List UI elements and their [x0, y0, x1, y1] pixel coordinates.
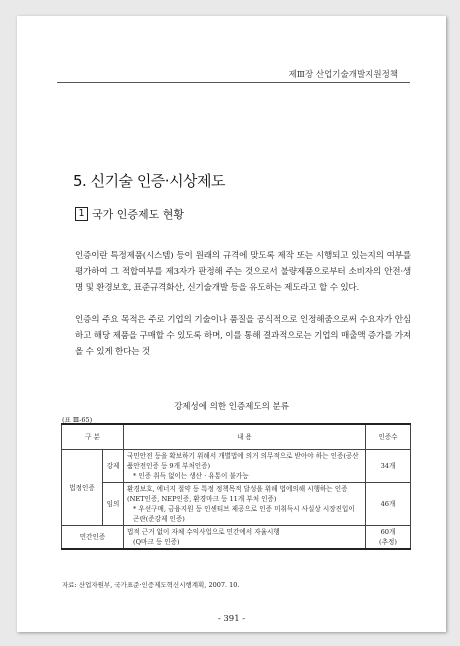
row-note: * 우선구매, 금융지원 등 인센티브 제공으로 인증 미취득시 사실상 시장진입이 곤란(준강제 인증)	[133, 505, 355, 523]
row-description: 법적 근거 없이 자체 수익사업으로 민간에서 자율시행	[127, 528, 280, 536]
row-count: 34개	[366, 450, 411, 483]
table-header-row	[62, 424, 411, 450]
document-page	[17, 16, 446, 632]
row-note: * 인증 취득 없이는 생산 · 유통이 불가능	[133, 472, 249, 480]
row-content	[124, 483, 366, 526]
header-content: 내 용	[124, 424, 366, 450]
row-count	[366, 526, 411, 550]
chapter-title: 5. 신기술 인증·시상제도	[73, 172, 226, 190]
row-category: 민간인증	[62, 526, 124, 550]
body-paragraph-2: 인증의 주요 목적은 주로 기업의 기술이나 품질을 공식적으로 인정해줌으로써 수요자가 안심하고 해당 제품을 구매할 수 있도록 하며, 이를 통해 결과적으로는 기업의 매출액 증가를 가져올 수 있게 한다는 것	[75, 315, 411, 357]
header-count: 인증수	[366, 424, 411, 450]
row-note: (Q마크 등 인증)	[133, 538, 180, 546]
row-subcategory: 임의	[103, 483, 124, 526]
row-count-value: 60개	[380, 528, 396, 536]
page-number: - 391 -	[217, 614, 246, 624]
table-row	[62, 526, 411, 550]
table-row	[62, 450, 411, 483]
section-number-box: 1	[75, 207, 88, 221]
header-rule	[57, 82, 410, 83]
table-source: 자료: 산업자원부, 국가표준·인증제도혁신시행계획, 2007. 10.	[62, 581, 240, 589]
row-count-note: (추정)	[379, 538, 397, 546]
section-heading	[75, 206, 184, 222]
body-paragraph-1: 인증이란 특정제품(시스템) 등이 원래의 규격에 맞도록 제작 또는 시행되고 있는지의 여부를 평가하여 그 적합여부를 제3자가 판정해 주는 것으로서 불량제품으로부터 소비자의 안전·생명 및 환경보호, 표준규격화산, 신기술개발 등을 유도하는 제도라고 할 수 있다.	[75, 251, 411, 293]
certification-table	[61, 423, 411, 550]
row-description: 국민안전 등을 확보하기 위해서 개별법에 의거 의무적으로 받아야 하는 인증(공산품안전인증 등 9개 부처인증)	[127, 452, 359, 470]
table-row	[62, 483, 411, 526]
row-content	[124, 526, 366, 550]
row-count: 46개	[366, 483, 411, 526]
section-title: 국가 인증제도 현황	[92, 208, 185, 221]
row-content	[124, 450, 366, 483]
running-header: 제Ⅲ장 산업기술개발지원정책	[288, 70, 398, 80]
table-label: (표 Ⅲ-65)	[62, 416, 93, 424]
legal-certification-group: 법정인증	[62, 450, 103, 526]
header-category: 구 분	[62, 424, 124, 450]
row-subcategory: 강제	[103, 450, 124, 483]
table-caption: 강제성에 의한 인증제도의 분류	[174, 402, 289, 412]
row-description: 환경보호, 에너지 절약 등 특정 정책목적 달성을 위해 법에의해 시행하는 인증(NET인증, NEP인증, 환경마크 등 11개 부처 인증)	[127, 485, 348, 503]
